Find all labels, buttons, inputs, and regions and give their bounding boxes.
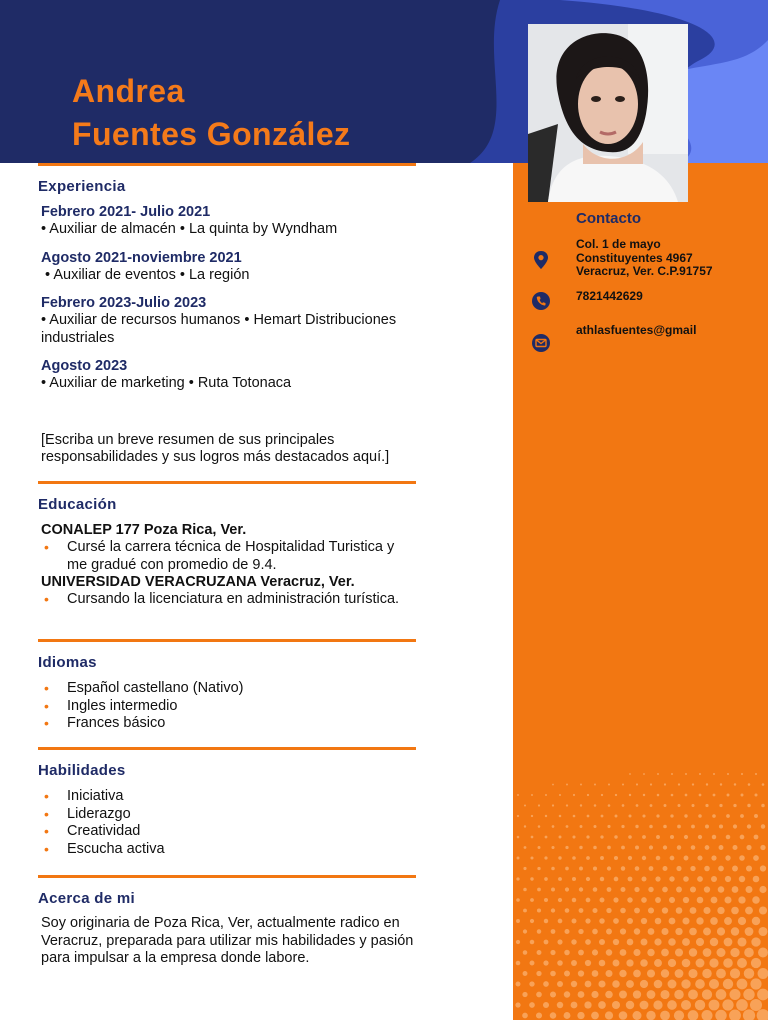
job-entry (41, 358, 416, 393)
list-item: • Liderazgo (41, 806, 416, 824)
candidate-name (72, 70, 350, 156)
section-divider (38, 163, 416, 166)
email-icon (530, 332, 552, 354)
experience-title: Experiencia (38, 178, 126, 195)
school-details (41, 591, 416, 609)
list-item: • Iniciativa (41, 788, 416, 806)
school-name: CONALEP 177 Poza Rica, Ver. (41, 522, 247, 538)
phone-number[interactable]: 7821442629 (576, 289, 643, 303)
education-title: Educación (38, 496, 117, 513)
skills-section (38, 747, 416, 858)
location-pin-icon (530, 249, 552, 271)
skills-list (41, 788, 416, 858)
section-divider (38, 639, 416, 642)
first-name: Andrea (72, 73, 185, 109)
job-period: Agosto 2021-noviembre 2021 (41, 249, 242, 266)
list-item: • Ingles intermedio (41, 698, 416, 716)
address (576, 238, 713, 279)
last-name: Fuentes González (72, 116, 351, 152)
list-item: • Cursé la carrera técnica de Hospitalidad Turistica y me gradué con promedio de 9.4. (41, 539, 416, 574)
job-detail: • Auxiliar de recursos humanos • Hemart Distribuciones industriales (41, 312, 397, 346)
experience-summary: [Escriba un breve resumen de sus principales responsabilidades y sus logros más destacados aquí.] (41, 431, 390, 465)
contact-title: Contacto (576, 210, 641, 227)
about-text: Soy originaria de Poza Rica, Ver, actualmente radico en Veracruz, preparada para utilizar mis habilidades y pasión para impulsar a la empresa donde labore. (41, 915, 414, 966)
phone-icon (530, 290, 552, 312)
job-entry (41, 204, 416, 239)
job-period: Febrero 2023-Julio 2023 (41, 295, 207, 311)
address-line3: Veracruz, Ver. C.P.91757 (576, 264, 713, 278)
list-item: • Creatividad (41, 823, 416, 841)
address-line1: Col. 1 de mayo (576, 237, 661, 251)
about-title: Acerca de mi (38, 890, 135, 907)
section-divider (38, 747, 416, 750)
languages-title: Idiomas (38, 654, 97, 671)
list-item: • Escucha activa (41, 841, 416, 859)
email-address[interactable]: athlasfuentes@gmail (576, 323, 697, 337)
address-line2: Constituyentes 4967 (576, 250, 693, 265)
job-detail: • Auxiliar de eventos • La región (41, 266, 250, 283)
list-item: • Español castellano (Nativo) (41, 680, 416, 698)
skills-title: Habilidades (38, 762, 126, 779)
job-entry (41, 295, 416, 347)
section-divider (38, 875, 416, 878)
section-divider (38, 481, 416, 484)
education-list (41, 522, 416, 609)
languages-section (38, 639, 416, 733)
job-entry (41, 250, 416, 285)
languages-list (41, 680, 416, 733)
school-name: UNIVERSIDAD VERACRUZANA Veracruz, Ver. (41, 574, 355, 591)
list-item: • Frances básico (41, 715, 416, 733)
job-detail: • Auxiliar de almacén • La quinta by Wyndham (41, 221, 338, 237)
job-detail: • Auxiliar de marketing • Ruta Totonaca (41, 375, 292, 391)
education-section (38, 481, 416, 609)
about-section (38, 875, 416, 968)
profile-photo (528, 24, 688, 202)
job-period: Febrero 2021- Julio 2021 (41, 204, 211, 220)
school-details (41, 539, 416, 574)
job-period: Agosto 2023 (41, 358, 128, 374)
experience-section (38, 163, 416, 467)
list-item: • Cursando la licenciatura en administración turística. (41, 591, 416, 609)
